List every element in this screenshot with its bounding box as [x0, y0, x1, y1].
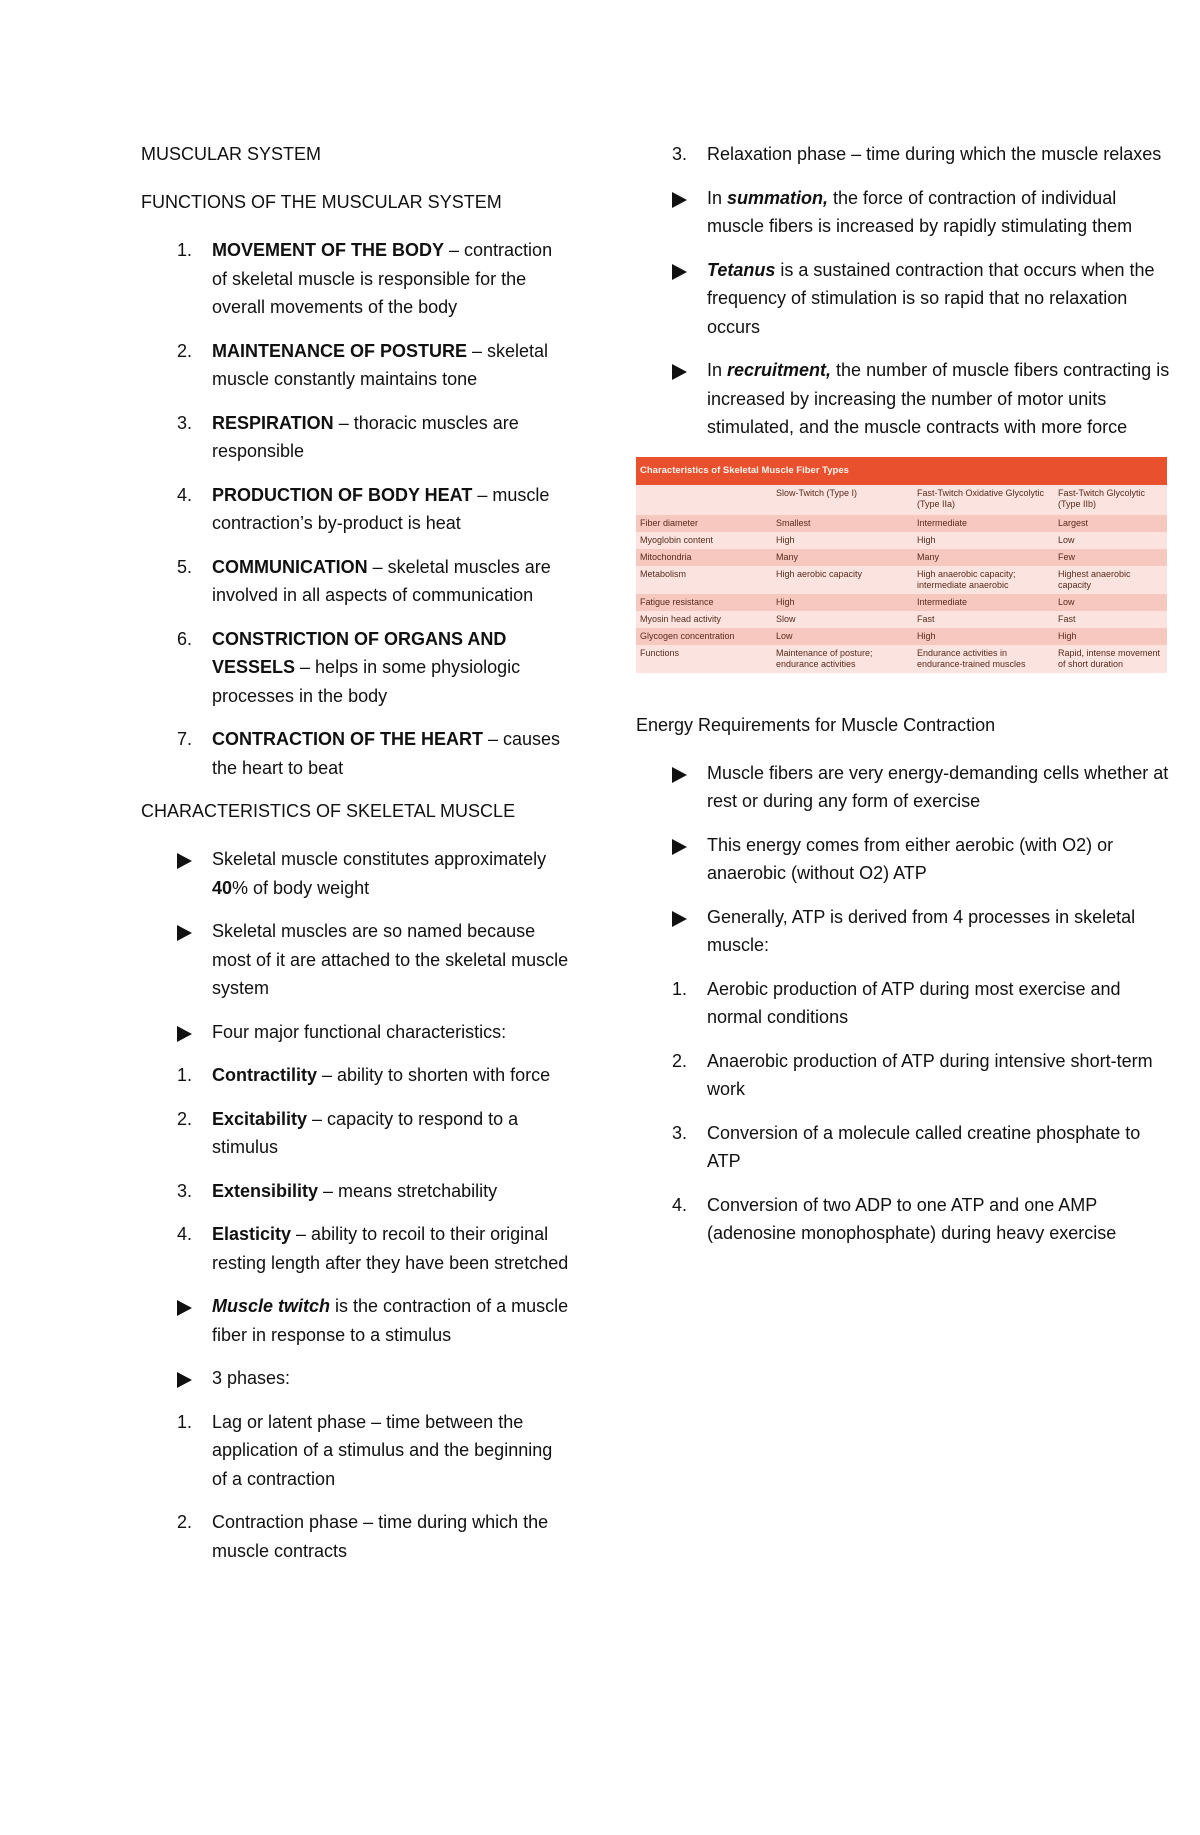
table-row [636, 594, 1167, 611]
bullet-text: Skeletal muscle constitutes approximately [212, 849, 547, 869]
characteristic-term: Extensibility [212, 1180, 319, 1201]
table-cell: Intermediate [913, 515, 1054, 532]
list-number: 3. [177, 412, 193, 433]
functions-list [141, 236, 571, 782]
bullet-text: the force of contraction of individual muscle fibers is increased by rapidly stimulating them [707, 187, 1133, 236]
functions-heading: FUNCTIONS OF THE MUSCULAR SYSTEM [141, 192, 502, 212]
list-number: 4. [177, 484, 193, 505]
bullet-emphasis: recruitment, [727, 360, 832, 380]
bullet-item [636, 759, 1176, 816]
list-number: 3. [177, 1180, 193, 1201]
list-number: 3. [672, 144, 688, 164]
list-item [636, 975, 1176, 1032]
characteristics-list [141, 1061, 571, 1277]
table-row [636, 566, 1167, 594]
list-item [636, 1047, 1176, 1104]
table-cell: Endurance activities in endurance-trained muscles [913, 645, 1054, 673]
table-cell: Smallest [772, 515, 913, 532]
table-header-cell: Fast-Twitch Glycolytic (Type IIb) [1054, 485, 1167, 515]
list-item [636, 1191, 1176, 1248]
bullet-text: is the contraction of a muscle fiber in response to a stimulus [212, 1296, 569, 1345]
list-item [141, 1177, 571, 1206]
characteristic-term: Contractility [212, 1065, 318, 1085]
list-number: 6. [177, 628, 193, 649]
table-cell: High [913, 532, 1054, 549]
list-item [141, 725, 571, 782]
bullet-emphasis: Tetanus [707, 259, 776, 280]
table-cell: Myoglobin content [636, 532, 772, 549]
list-item [141, 337, 571, 394]
bullet-item [141, 1364, 571, 1393]
characteristic-text: – ability to shorten with force [317, 1065, 551, 1085]
triangle-bullet-icon [177, 1026, 192, 1042]
list-item [141, 1061, 571, 1090]
bullet-emphasis: Muscle twitch [212, 1296, 331, 1316]
table-caption: Characteristics of Skeletal Muscle Fiber Types [636, 457, 1167, 485]
characteristic-text: – capacity to respond to a stimulus [212, 1108, 519, 1157]
bullet-item [636, 831, 1176, 888]
function-term: MOVEMENT OF THE BODY [212, 240, 445, 260]
bullet-item [636, 356, 1176, 442]
table-cell: Slow [772, 611, 913, 628]
bullet-text: % of body weight [232, 877, 370, 898]
table-header-cell: Fast-Twitch Oxidative Glycolytic (Type IIa) [913, 485, 1054, 515]
table-cell: Fatigue resistance [636, 594, 772, 611]
table-cell: High anaerobic capacity; intermediate anaerobic [913, 566, 1054, 594]
table-cell: Functions [636, 645, 772, 673]
table-row [636, 611, 1167, 628]
list-number: 4. [672, 1194, 688, 1215]
function-term: CONTRACTION OF THE HEART [212, 729, 483, 749]
function-term: MAINTENANCE OF POSTURE [212, 340, 468, 361]
energy-process-list [636, 975, 1176, 1248]
table-cell: Low [1054, 532, 1167, 549]
phase-text: Relaxation phase – time during which the muscle relaxes [707, 144, 1162, 164]
function-term: RESPIRATION [212, 412, 334, 433]
bullet-text: In [707, 360, 728, 380]
characteristic-term: Excitability [212, 1108, 308, 1129]
phase-text: Contraction phase – time during which the muscle contracts [212, 1512, 549, 1561]
function-term: CONSTRICTION OF ORGANS AND VESSELS [212, 628, 507, 677]
triangle-bullet-icon [672, 839, 687, 855]
right-column [636, 140, 1176, 1263]
left-column [141, 140, 571, 1580]
table-header-cell: Slow-Twitch (Type I) [772, 485, 913, 515]
table-cell: Metabolism [636, 566, 772, 594]
characteristic-text: – ability to recoil to their original resting length after they have been stretched [212, 1224, 569, 1273]
function-term: COMMUNICATION [212, 556, 368, 577]
characteristics-heading: CHARACTERISTICS OF SKELETAL MUSCLE [141, 801, 516, 821]
table-cell: Many [772, 549, 913, 566]
function-text: – contraction of skeletal muscle is responsible for the overall movements of the body [212, 240, 553, 317]
triangle-bullet-icon [177, 925, 192, 941]
bullet-text: 3 phases: [212, 1368, 291, 1388]
energy-heading: Energy Requirements for Muscle Contraction [636, 714, 996, 735]
bullet-text: This energy comes from either aerobic (with O2) or anaerobic (without O2) ATP [707, 834, 1114, 883]
table-cell: Highest anaerobic capacity [1054, 566, 1167, 594]
list-item [141, 553, 571, 610]
triangle-bullet-icon [177, 1372, 192, 1388]
phases-list [141, 1408, 571, 1566]
function-text: – helps in some physiologic processes in the body [212, 657, 521, 706]
process-text: Aerobic production of ATP during most exercise and normal conditions [707, 978, 1121, 1027]
bullet-item [636, 184, 1176, 241]
table-cell: Intermediate [913, 594, 1054, 611]
table-cell: Fiber diameter [636, 515, 772, 532]
table-cell: High aerobic capacity [772, 566, 913, 594]
list-number: 1. [672, 978, 688, 999]
list-number: 2. [177, 340, 193, 361]
function-text: – thoracic muscles are responsible [212, 412, 519, 461]
list-number: 5. [177, 556, 193, 577]
function-text: – causes the heart to beat [212, 729, 561, 778]
function-term: PRODUCTION OF BODY HEAT [212, 484, 473, 505]
characteristic-text: – means stretchability [318, 1180, 498, 1201]
characteristic-term: Elasticity [212, 1224, 292, 1244]
table-row [636, 645, 1167, 673]
bullet-text: Four major functional characteristics: [212, 1021, 507, 1042]
table-cell: Rapid, intense movement of short duration [1054, 645, 1167, 673]
list-item [141, 1105, 571, 1162]
table-cell: High [1054, 628, 1167, 645]
list-number: 4. [177, 1224, 193, 1244]
bullet-item [141, 917, 571, 1003]
table-cell: Many [913, 549, 1054, 566]
list-number: 2. [177, 1108, 193, 1129]
table-cell: Mitochondria [636, 549, 772, 566]
list-number: 7. [177, 729, 193, 749]
list-item [141, 481, 571, 538]
table-cell: Few [1054, 549, 1167, 566]
table-header-cell [636, 485, 772, 515]
bullet-item [141, 1292, 571, 1349]
triangle-bullet-icon [177, 853, 192, 869]
table-row [636, 515, 1167, 532]
document-title: MUSCULAR SYSTEM [141, 144, 322, 164]
bullet-item [141, 1018, 571, 1047]
bullet-text: Skeletal muscles are so named because most of it are attached to the skeletal muscle system [212, 921, 569, 998]
table-cell: Myosin head activity [636, 611, 772, 628]
triangle-bullet-icon [672, 264, 687, 280]
list-number: 2. [672, 1050, 688, 1071]
list-number: 2. [177, 1512, 193, 1532]
table-header-row [636, 485, 1167, 515]
table-cell: Low [772, 628, 913, 645]
table-cell: Maintenance of posture; endurance activities [772, 645, 913, 673]
bullet-text: In [707, 187, 728, 208]
list-number: 1. [177, 240, 193, 260]
table-row [636, 532, 1167, 549]
table-cell: High [772, 532, 913, 549]
list-item [141, 1508, 571, 1565]
list-item [141, 1220, 571, 1277]
bullet-text: Muscle fibers are very energy-demanding cells whether at rest or during any form of exercise [707, 762, 1169, 811]
triangle-bullet-icon [672, 364, 687, 380]
triangle-bullet-icon [672, 192, 687, 208]
triangle-bullet-icon [672, 911, 687, 927]
bullet-text: is a sustained contraction that occurs when the frequency of stimulation is so rapid that no relaxation occurs [707, 259, 1155, 337]
table-row [636, 549, 1167, 566]
triangle-bullet-icon [672, 767, 687, 783]
list-number: 1. [177, 1411, 193, 1432]
process-text: Conversion of two ADP to one ATP and one AMP (adenosine monophosphate) during heavy exercise [707, 1194, 1117, 1243]
process-text: Anaerobic production of ATP during intensive short-term work [707, 1050, 1153, 1099]
triangle-bullet-icon [177, 1300, 192, 1316]
table-cell: Fast [1054, 611, 1167, 628]
list-item [636, 140, 1176, 169]
bullet-emphasis: summation, [727, 187, 829, 208]
bullet-item [636, 256, 1176, 342]
table-cell: High [772, 594, 913, 611]
process-text: Conversion of a molecule called creatine phosphate to ATP [707, 1122, 1141, 1171]
table-cell: Fast [913, 611, 1054, 628]
table-cell: Largest [1054, 515, 1167, 532]
bullet-item [141, 845, 571, 902]
fiber-types-table-figure [636, 457, 1167, 673]
list-number: 1. [177, 1065, 193, 1085]
table-cell: High [913, 628, 1054, 645]
function-text: – skeletal muscles are involved in all aspects of communication [212, 556, 551, 605]
bullet-text: Generally, ATP is derived from 4 processes in skeletal muscle: [707, 906, 1136, 955]
table-row [636, 628, 1167, 645]
phase-text: Lag or latent phase – time between the application of a stimulus and the beginning of a contraction [212, 1411, 553, 1489]
bullet-text: the number of muscle fibers contracting is increased by increasing the number of motor units stimulated, and the muscle contracts with more force [707, 360, 1170, 437]
list-number: 3. [672, 1122, 688, 1143]
list-item [141, 1408, 571, 1494]
table-cell: Glycogen concentration [636, 628, 772, 645]
function-text: – skeletal muscle constantly maintains tone [212, 340, 549, 389]
table-cell: Low [1054, 594, 1167, 611]
bullet-emphasis: 40 [212, 877, 233, 898]
list-item [141, 625, 571, 711]
list-item [636, 1119, 1176, 1176]
bullet-item [636, 903, 1176, 960]
list-item [141, 409, 571, 466]
fiber-types-table [636, 457, 1167, 673]
function-text: – muscle contraction’s by-product is heat [212, 484, 550, 533]
list-item [141, 236, 571, 322]
